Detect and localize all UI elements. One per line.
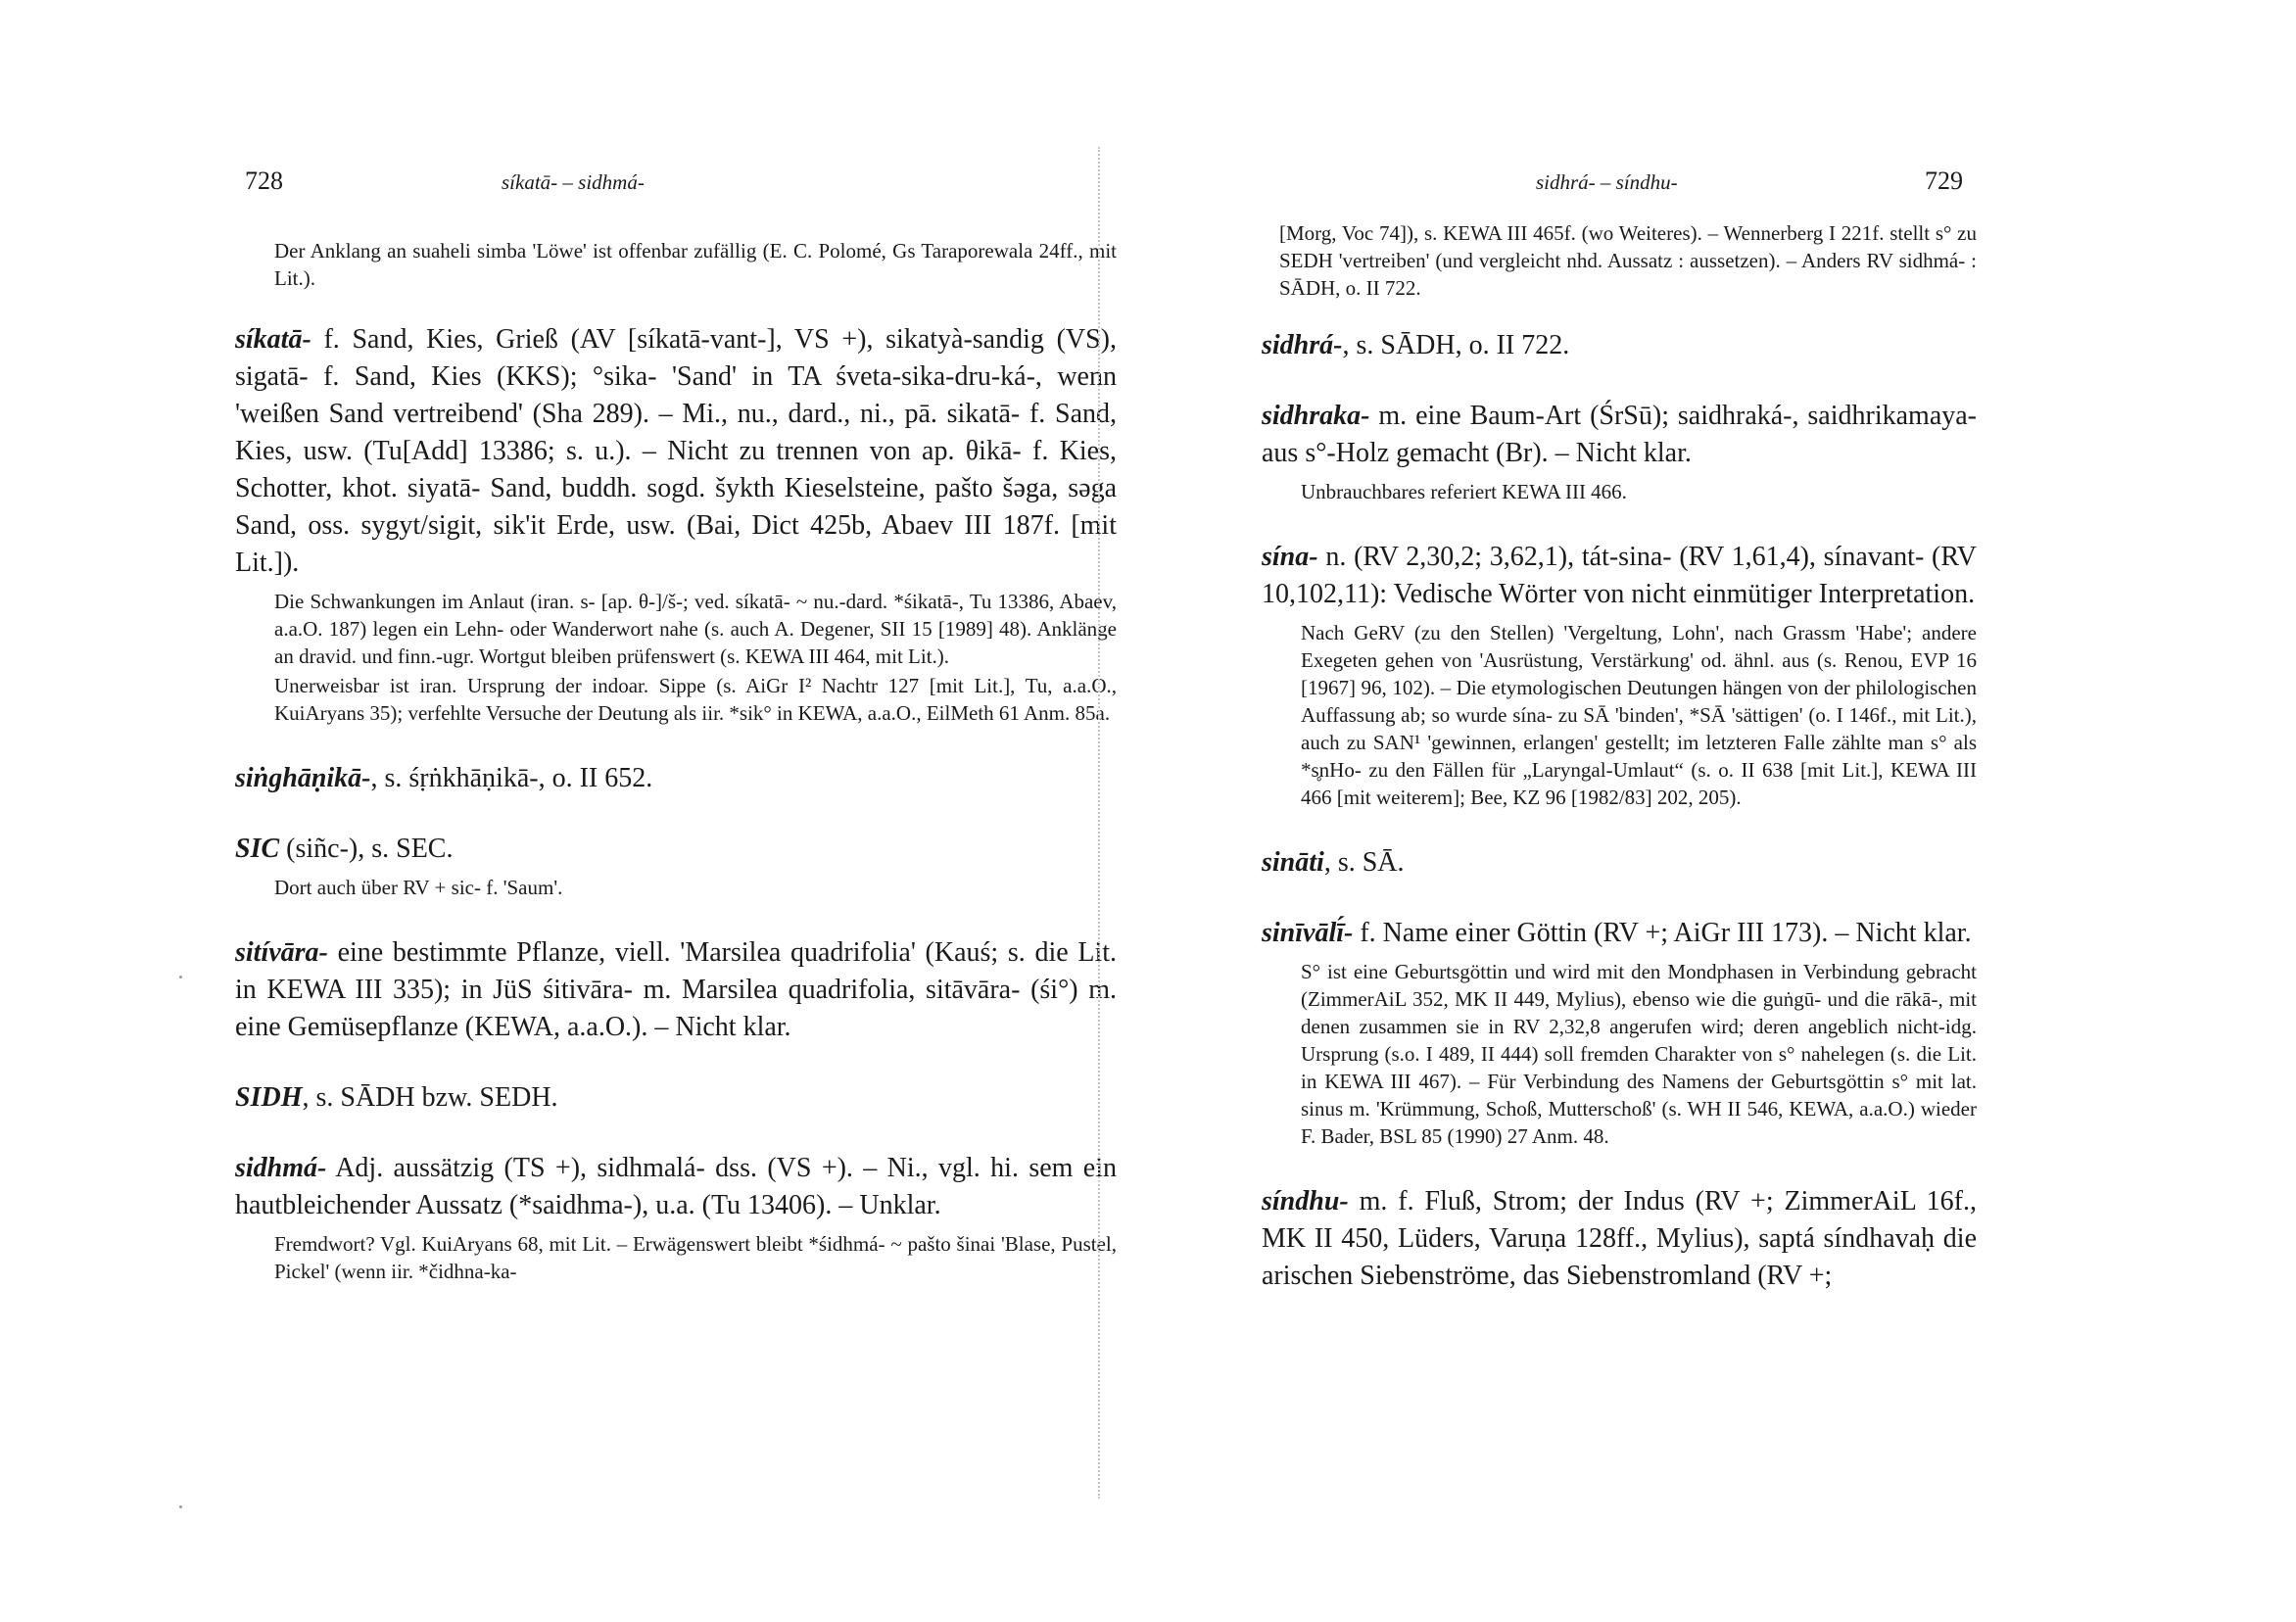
running-head: sidhrá- – síndhu- <box>1536 170 1678 194</box>
entry-note: Die Schwankungen im Anlaut (iran. s- [ap. θ-]/š-; ved. síkatā- ~ nu.-dard. *śikatā-, Tu 13386, Abaev, a.a.O. 187) legen ein Lehn- oder Wanderwort nahe (s. auch A. Degener, SII 15 [1989] 48). Anklänge an dravid. und finn.-ugr. Wortgut bleiben prüfenswert (s. KEWA III 464, mit Lit.). <box>274 590 1117 668</box>
scan-speck <box>179 1505 182 1508</box>
entry-text: , s. śṛṅkhāṇikā-, o. II 652. <box>370 763 653 793</box>
entry-sindhu <box>1262 1183 1977 1295</box>
left-header <box>235 167 1117 206</box>
entry-text: Adj. aussätzig (TS +), sidhmalá- dss. (VS +). – Ni., vgl. hi. sem ein hautbleichender Aussatz (*saidhma-), u.a. (Tu 13406). – Unklar. <box>235 1153 1117 1220</box>
entry-sikata <box>235 321 1117 727</box>
scan-speck <box>179 976 182 978</box>
page-number: 729 <box>1925 167 1963 195</box>
entry-note: Unbrauchbares referiert KEWA III 466. <box>1301 480 1627 503</box>
entry-sina <box>1262 539 1977 811</box>
entry-lemma: siṅghāṇikā- <box>235 763 371 793</box>
entry-text: , s. SĀ. <box>1323 847 1405 878</box>
entry-text: f. Name einer Göttin (RV +; AiGr III 173). – Nicht klar. <box>1360 918 1972 948</box>
entry-sidhraka <box>1262 398 1977 505</box>
entry-lemma: sitívāra- <box>235 937 328 968</box>
entry-note: Unerweisbar ist iran. Ursprung der indoar. Sippe (s. AiGr I² Nachtr 127 [mit Lit.], Tu, a.a.O., KuiAryans 35); verfehlte Versuche der Deutung als iir. *sik° in KEWA, a.a.O., EilMeth 61 Anm. 85a. <box>274 674 1117 725</box>
running-head: síkatā- – sidhmá- <box>502 170 645 194</box>
entry-sic <box>235 831 1117 901</box>
entry-text: (siñc-), s. SEC. <box>286 834 454 864</box>
left-body <box>235 231 1117 1318</box>
entry-sinivali <box>1262 915 1977 1150</box>
entry-lemma: sināti <box>1262 847 1324 878</box>
note-text: Der Anklang an suaheli simba 'Löwe' ist offenbar zufällig (E. C. Polomé, Gs Taraporewala 24ff., mit Lit.). <box>274 239 1117 290</box>
entry-lemma: sidhraka- <box>1262 401 1370 431</box>
entry-note: S° ist eine Geburtsgöttin und wird mit den Mondphasen in Verbindung gebracht (ZimmerAiL 352, MK II 449, Mylius), ebenso wie die guṅgū- und die rākā-, mit denen zusammen sie in RV 2,32,8 angerufen wird; deren angeblich nicht-idg. Ursprung (s.o. I 489, II 444) soll fremden Charakter von s° nahelegen (s. die Lit. in KEWA III 467). – Für Verbindung des Namens der Geburtsgöttin s° mit lat. sinus m. 'Krümmung, Schoß, Mutterschoß' (s. WH II 546, KEWA, a.a.O.) wieder F. Bader, BSL 85 (1990) 27 Anm. 48. <box>1301 960 1977 1148</box>
page-gutter <box>1098 147 1100 1499</box>
entry-lemma: síndhu- <box>1262 1186 1349 1216</box>
entry-lemma: SIC <box>235 834 280 864</box>
note-text: [Morg, Voc 74]), s. KEWA III 465f. (wo Weiteres). – Wennerberg I 221f. stellt s° zu SEDH 'vertreiben' (und vergleicht nhd. Aussatz : aussetzen). – Anders RV sidhmá- : SĀDH, o. II 722. <box>1279 221 1977 300</box>
entry-text: m. f. Fluß, Strom; der Indus (RV +; ZimmerAiL 16f., MK II 450, Lüders, Varuṇa 128ff., Mylius), saptá síndhavaḥ die arischen Siebenströme, das Siebenstromland (RV +; <box>1262 1186 1977 1291</box>
entry-sidhma <box>235 1150 1117 1285</box>
entry-lemma: sidhrá- <box>1262 330 1343 360</box>
page-number: 728 <box>245 167 283 195</box>
entry-text: , s. SĀDH, o. II 722. <box>1342 330 1570 360</box>
entry-lemma: sidhmá- <box>235 1153 327 1183</box>
entry-text: n. (RV 2,30,2; 3,62,1), tát-sina- (RV 1,61,4), sínavant- (RV 10,102,11): Vedische Wörter von nicht einmütiger Interpretation. <box>1262 542 1977 609</box>
entry-text: m. eine Baum-Art (ŚrSū); saidhraká-, saidhrikamaya- aus s°-Holz gemacht (Br). – Nicht klar. <box>1262 401 1978 468</box>
entry-lemma: sinīvālī́- <box>1262 918 1354 948</box>
entry-sidh <box>235 1079 1117 1117</box>
entry-text: eine bestimmte Pflanze, viell. 'Marsilea quadrifolia' (Kauś; s. die Lit. in KEWA III 335); in JüS śitivāra- m. Marsilea quadrifolia, sitāvāra- (śi°) m. eine Gemüsepflanze (KEWA, a.a.O.). – Nicht klar. <box>235 937 1118 1042</box>
entry-lemma: sína- <box>1262 542 1318 572</box>
right-header <box>1262 167 1977 206</box>
intro-note <box>1262 219 1977 302</box>
intro-note <box>235 237 1117 292</box>
entry-singhanika <box>235 760 1117 797</box>
entry-note: Nach GeRV (zu den Stellen) 'Vergeltung, Lohn', nach Grassm 'Habe'; andere Exegeten gehen von 'Ausrüstung, Verstärkung' od. ähnl. aus (s. Renou, EVP 16 [1967] 96, 102). – Die etymologischen Deutungen hängen von der philologischen Auffassung ab; so wurde sína- zu SĀ 'binden', *SĀ 'sättigen' (o. I 146f., mit Lit.), auch zu SAN¹ 'gewinnen, erlangen' gestellt; im letzteren Falle zählte man s° als *s̥nHo- zu den Fällen für „Laryngal-Umlaut“ (s. o. II 638 [mit Lit.], KEWA III 466 [mit weiterem]; Bee, KZ 96 [1982/83] 202, 205). <box>1301 621 1977 809</box>
entry-sidhra <box>1262 327 1977 364</box>
entry-lemma: síkatā- <box>235 324 311 355</box>
entry-note: Dort auch über RV + sic- f. 'Saum'. <box>274 876 563 899</box>
entry-text: f. Sand, Kies, Grieß (AV [síkatā-vant-], VS +), sikatyà-sandig (VS), sigatā- f. Sand, Kies (KKS); °sika- 'Sand' in TA śveta-sika-dru-ká-, wenn 'weißen Sand vertreibend' (Sha 289). – Mi., nu., dard., ni., pā. sikatā- f. Sand, Kies, usw. (Tu[Add] 13386; s. u.). – Nicht zu trennen von ap. θikā- f. Kies, Schotter, khot. siyatā- Sand, buddh. sogd. šykth Kieselsteine, pašto šəga, səga Sand, oss. sygyt/sigit, sik'it Erde, usw. (Bai, Dict 425b, Abaev III 187f. [mit Lit.]). <box>235 324 1118 578</box>
entry-sinati <box>1262 844 1977 882</box>
entry-lemma: SIDH <box>235 1082 303 1113</box>
entry-note: Fremdwort? Vgl. KuiAryans 68, mit Lit. – Erwägenswert bleibt *śidhmá- ~ pašto šinai 'Blase, Pustel, Pickel' (wenn iir. *čidhna-ka- <box>274 1232 1117 1283</box>
right-body <box>1262 221 1978 1328</box>
entry-text: , s. SĀDH bzw. SEDH. <box>302 1082 558 1113</box>
entry-sitivara <box>235 934 1117 1046</box>
